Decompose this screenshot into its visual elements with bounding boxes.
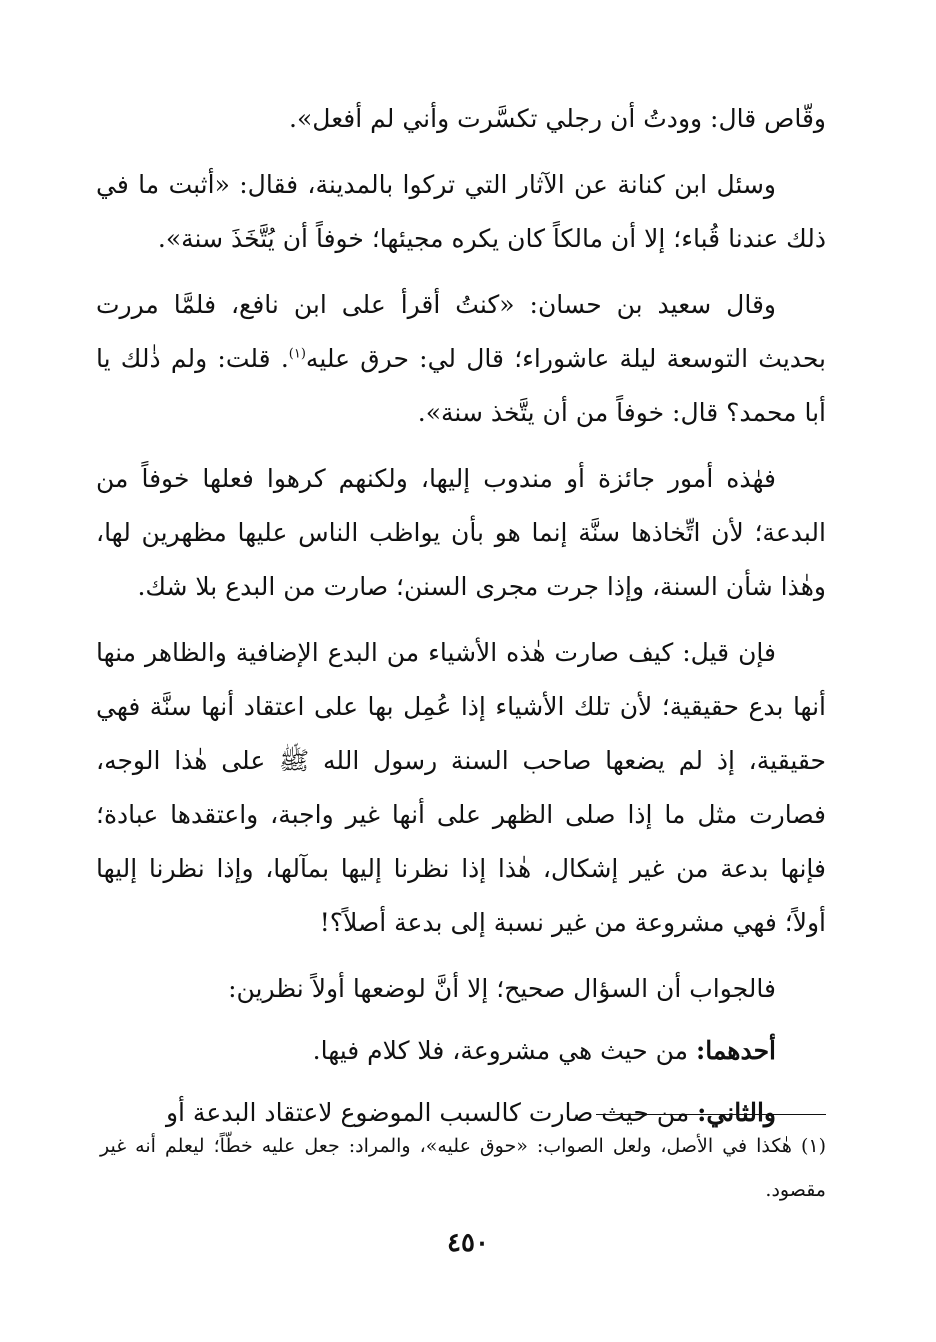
paragraph-4: فهٰذه أمور جائزة أو مندوب إليها، ولكنهم كرهوا فعلها خوفاً من البدعة؛ لأن اتِّخاذها سنَّة إنما هو بأن يواظب الناس عليها مظهرين لها، وهٰذا شأن السنة، وإذا جرت مجرى السنن؛ صارت من البدع بلا شك. — [96, 464, 826, 601]
paragraph-3 — [96, 278, 826, 440]
main-text — [96, 92, 826, 1148]
paragraph-2: وسئل ابن كنانة عن الآثار التي تركوا بالمدينة، فقال: «أثبت ما في ذلك عندنا قُباء؛ إلا أن مالكاً كان يكره مجيئها؛ خوفاً أن يُتَّخَذَ سنة». — [96, 170, 826, 253]
paragraph-6: فالجواب أن السؤال صحيح؛ إلا أنَّ لوضعها أولاً نظرين: — [228, 974, 776, 1003]
paragraph-5: فإن قيل: كيف صارت هٰذه الأشياء من البدع الإضافية والظاهر منها أنها بدع حقيقية؛ لأن تلك الأشياء إذا عُمِل بها على اعتقاد أنها سنَّة فهي حقيقية، إذ لم يضعها صاحب السنة رسول الله ﷺ على هٰذا الوجه، فصارت مثل ما إذا صلى الظهر على أنها غير واجبة، واعتقدها عبادة؛ فإنها بدعة من غير إشكال، هٰذا إذا نظرنا إليها بمآلها، وإذا نظرنا إليها أولاً؛ فهي مشروعة من غير نسبة إلى بدعة أصلاً؟! — [96, 638, 826, 937]
second-point-label: والثاني: — [697, 1098, 776, 1127]
paragraph-1: وقّاص قال: وودتُ أن رجلي تكسَّرت وأني لم أفعل». — [289, 104, 826, 133]
second-point-text: من حيث صارت كالسبب الموضوع لاعتقاد البدعة أو — [165, 1098, 698, 1127]
page-number: ٤٥٠ — [447, 1228, 489, 1258]
paragraph-3-part-2: . قلت: ولم ذٰلك يا أبا محمد؟ قال: خوفاً من أن يتَّخذ سنة». — [96, 344, 826, 427]
paragraph-3-part-1: وقال سعيد بن حسان: «كنتُ أقرأ على ابن نافع، فلمَّا مررت بحديث التوسعة ليلة عاشوراء؛ قال لي: حرق عليه — [96, 290, 827, 373]
paragraph-7 — [96, 1024, 826, 1078]
footnote-divider — [596, 1114, 826, 1115]
first-point-text: من حيث هي مشروعة، فلا كلام فيها. — [312, 1036, 696, 1065]
first-point-label: أحدهما: — [695, 1036, 776, 1065]
footnote-reference: (١) — [288, 346, 306, 362]
footnote: (١) هٰكذا في الأصل، ولعل الصواب: «حوق عليه»، والمراد: جعل عليه خطّاً؛ ليعلم أنه غير مقصود. — [100, 1135, 826, 1201]
